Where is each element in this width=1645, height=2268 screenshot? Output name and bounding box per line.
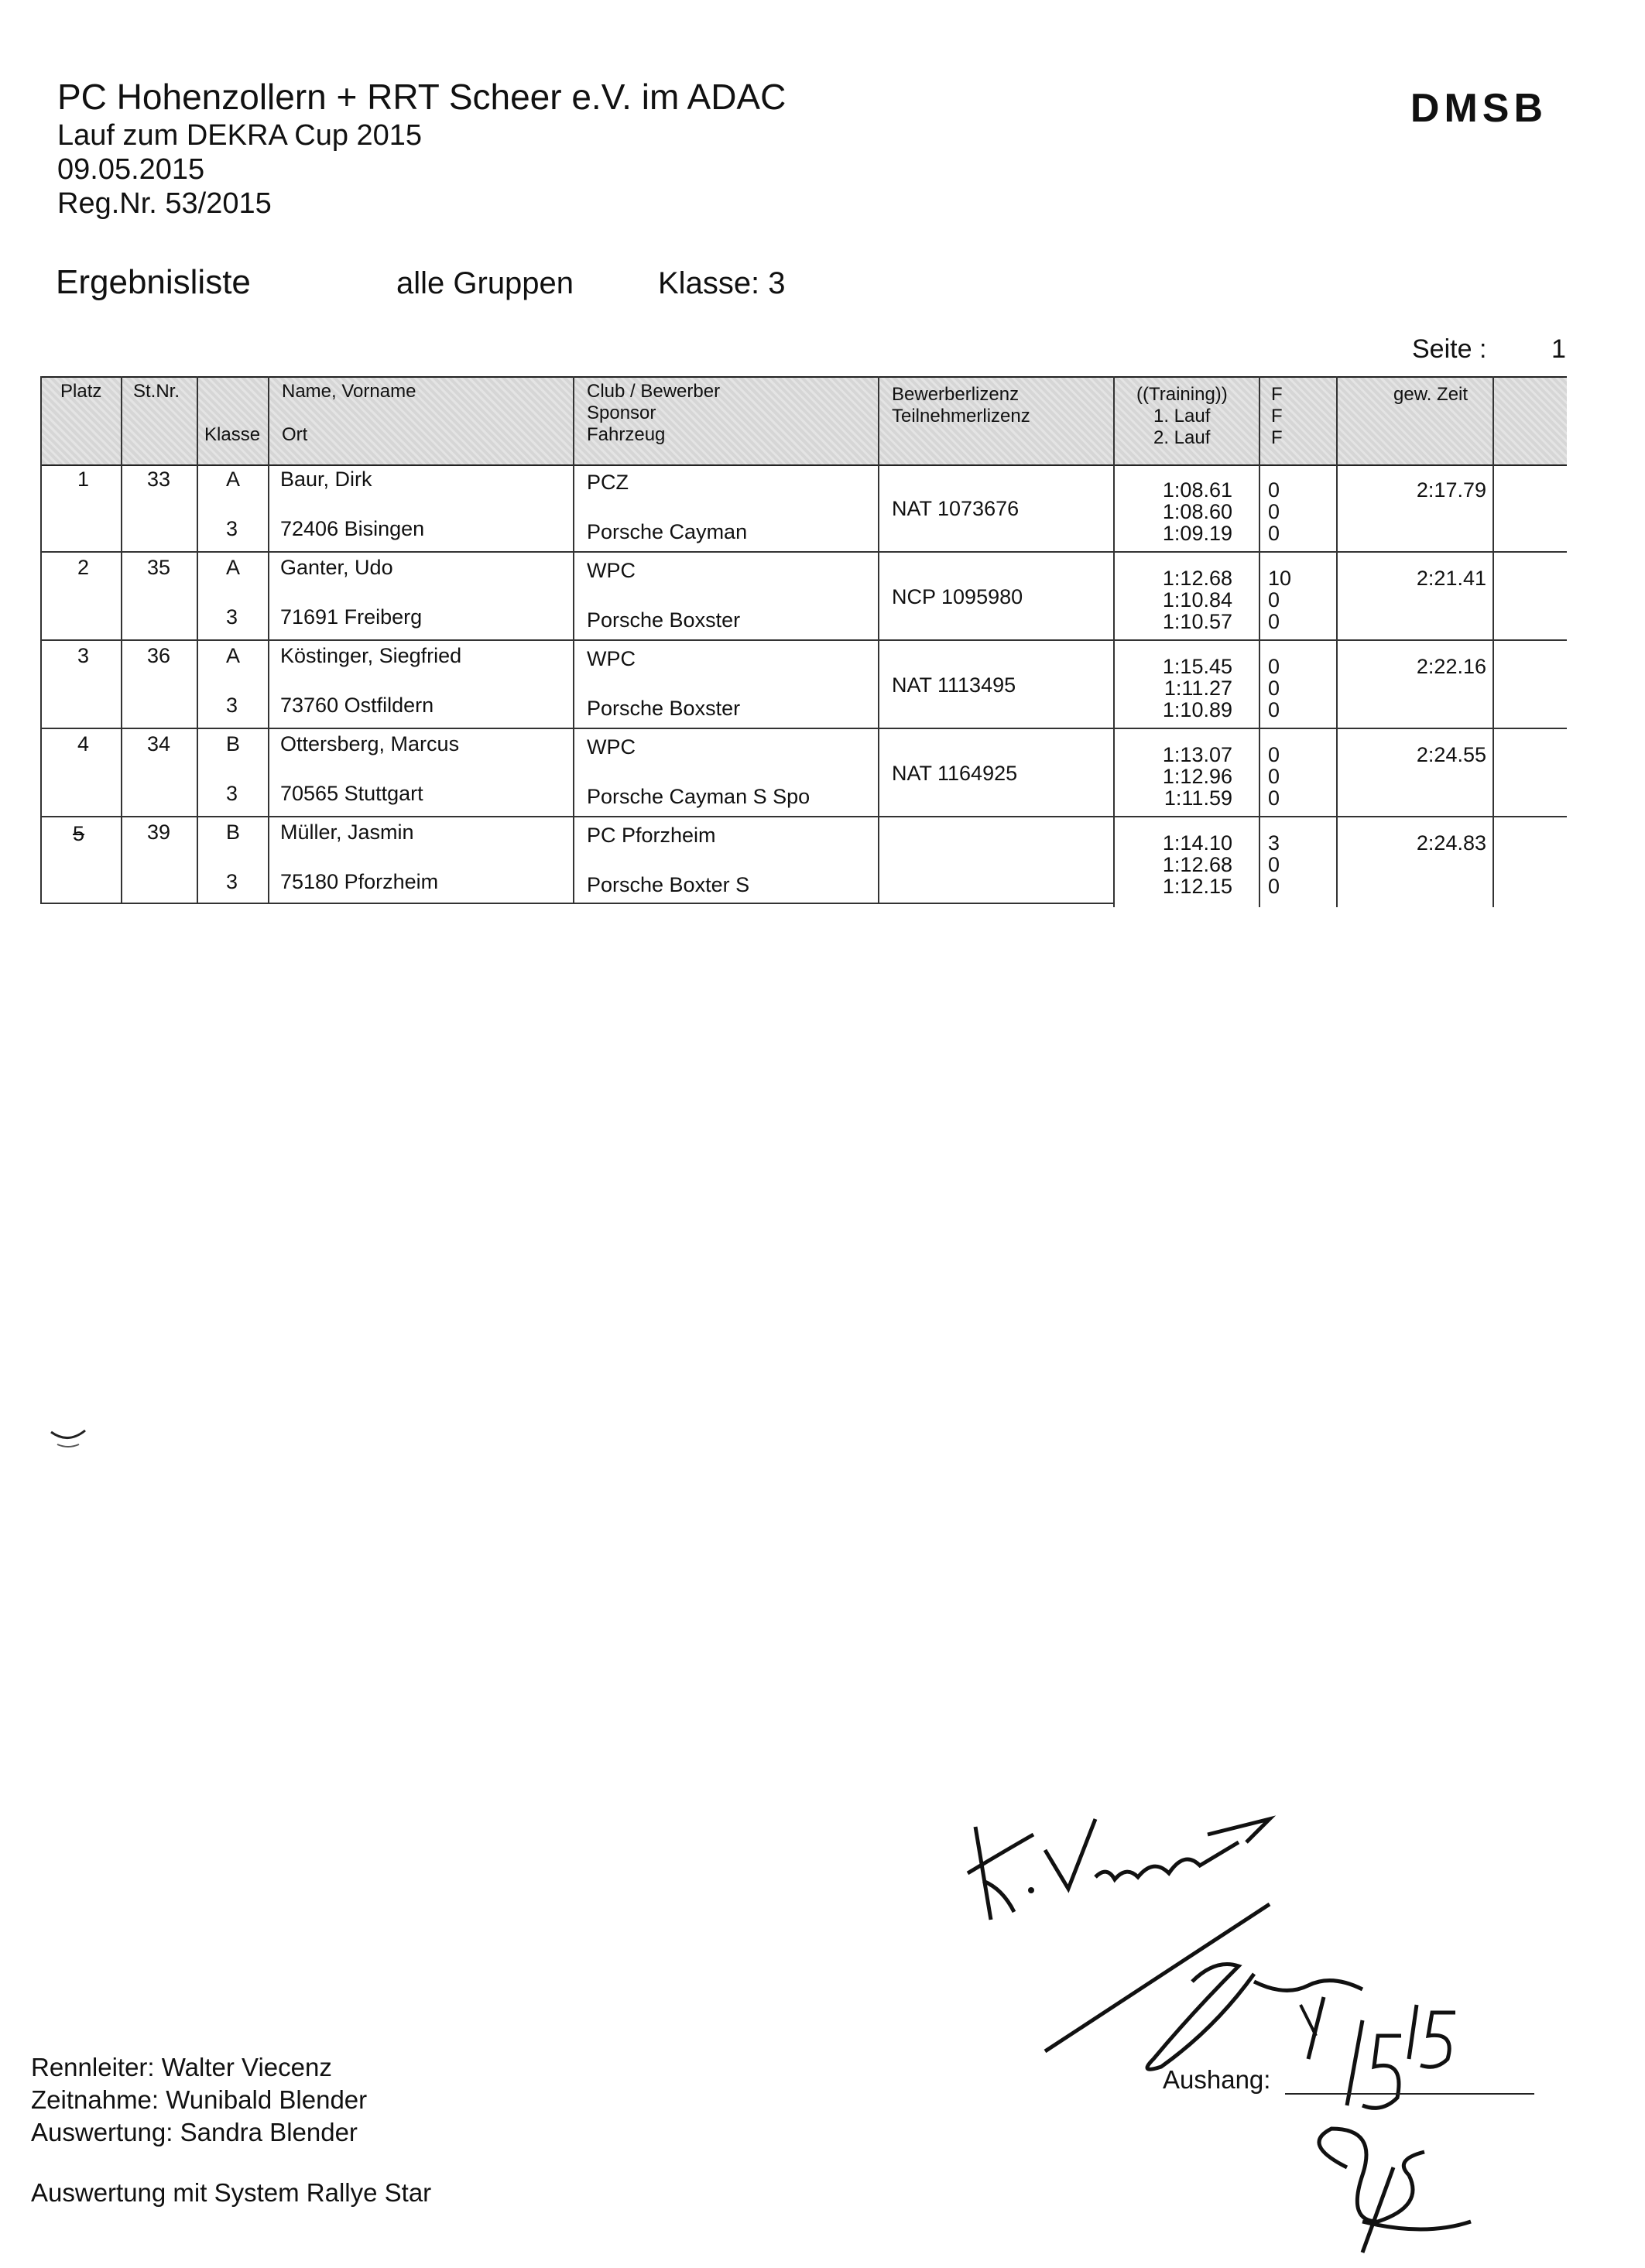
cell-stnr: 36	[147, 644, 171, 667]
col-teilnehmerlizenz: Teilnehmerlizenz	[892, 406, 1030, 427]
cell-lizenz: NAT 1164925	[892, 762, 1018, 785]
cell-f-lauf1: 0	[1268, 588, 1280, 612]
event-date: 09.05.2015	[57, 153, 205, 186]
col-fahrzeug: Fahrzeug	[587, 424, 666, 445]
cell-f-lauf1: 0	[1268, 765, 1280, 788]
cell-platz: 2	[77, 556, 90, 579]
col-klasse: Klasse	[204, 424, 261, 445]
cell-lizenz: NAT 1073676	[892, 497, 1020, 520]
cell-stnr: 35	[147, 556, 171, 579]
registration-number: Reg.Nr. 53/2015	[57, 187, 272, 220]
cell-lauf1: 1:10.84	[1162, 588, 1232, 612]
row-divider	[40, 639, 1567, 641]
cell-gruppe: B	[226, 821, 241, 844]
row-divider	[40, 728, 1567, 729]
page-label: Seite :	[1412, 334, 1487, 364]
cell-lauf2: 1:12.15	[1162, 875, 1232, 898]
groups-label: alle Gruppen	[396, 266, 574, 300]
cell-f-training: 10	[1268, 567, 1292, 590]
col-training: ((Training))	[1136, 384, 1228, 405]
row-divider	[40, 551, 1567, 553]
rennleiter: Rennleiter: Walter Viecenz	[31, 2053, 332, 2081]
cell-training: 1:15.45	[1162, 655, 1232, 678]
cell-lauf2: 1:10.57	[1162, 610, 1232, 633]
cell-platz: 4	[77, 732, 90, 755]
col-f1: F	[1271, 384, 1283, 405]
cell-training: 1:14.10	[1162, 831, 1232, 855]
col-lauf1: 1. Lauf	[1153, 406, 1211, 427]
cell-name: Ottersberg, Marcus	[280, 732, 460, 755]
cell-f-training: 0	[1268, 478, 1280, 502]
aushang-label: Aushang:	[1163, 2065, 1271, 2094]
cell-platz: 5	[73, 822, 85, 845]
cell-lauf1: 1:11.27	[1163, 677, 1232, 700]
cell-zeit: 2:21.41	[1416, 567, 1486, 590]
cell-club: WPC	[587, 647, 636, 670]
cell-stnr: 34	[147, 732, 171, 755]
cell-zeit: 2:17.79	[1416, 478, 1486, 502]
cell-f-lauf2: 0	[1268, 522, 1280, 545]
cell-club: WPC	[587, 735, 636, 759]
cell-zeit: 2:24.55	[1416, 743, 1486, 766]
cell-klasse: 3	[226, 517, 238, 540]
cell-fahrzeug: Porsche Boxter S	[587, 873, 750, 896]
cell-gruppe: A	[226, 644, 241, 667]
col-divider	[1336, 376, 1338, 907]
results-table	[40, 376, 1567, 909]
organizer-title: PC Hohenzollern + RRT Scheer e.V. im ADAC	[57, 77, 787, 117]
cell-club: WPC	[587, 559, 636, 582]
cell-ort: 70565 Stuttgart	[280, 782, 423, 805]
cell-platz: 1	[77, 468, 90, 491]
cell-name: Müller, Jasmin	[280, 821, 414, 844]
scan-mark-icon	[46, 1421, 93, 1452]
cell-lauf2: 1:09.19	[1162, 522, 1232, 545]
system-note: Auswertung mit System Rallye Star	[31, 2178, 432, 2207]
row-divider	[40, 816, 1567, 817]
cell-zeit: 2:22.16	[1416, 655, 1486, 678]
cell-ort: 73760 Ostfildern	[280, 694, 434, 717]
aushang-line	[1285, 2093, 1534, 2095]
cell-lauf1: 1:08.60	[1162, 500, 1232, 523]
cell-ort: 72406 Bisingen	[280, 517, 425, 540]
cell-f-lauf2: 0	[1268, 786, 1280, 810]
event-name: Lauf zum DEKRA Cup 2015	[57, 119, 423, 152]
col-f2: F	[1271, 406, 1283, 427]
zeitnahme: Zeitnahme: Wunibald Blender	[31, 2085, 368, 2114]
cell-club: PC Pforzheim	[587, 824, 716, 847]
class-label: Klasse: 3	[658, 266, 786, 300]
col-zeit: gew. Zeit	[1393, 384, 1469, 405]
cell-f-lauf2: 0	[1268, 698, 1280, 721]
cell-gruppe: B	[226, 732, 241, 755]
cell-stnr: 33	[147, 468, 171, 491]
cell-gruppe: A	[226, 556, 241, 579]
cell-f-lauf1: 0	[1268, 853, 1280, 876]
col-divider	[1259, 376, 1260, 907]
signature-drawing	[960, 1804, 1548, 2268]
cell-name: Köstinger, Siegfried	[280, 644, 462, 667]
cell-f-lauf2: 0	[1268, 610, 1280, 633]
cell-f-lauf1: 0	[1268, 677, 1280, 700]
cell-fahrzeug: Porsche Boxster	[587, 697, 741, 720]
cell-f-lauf1: 0	[1268, 500, 1280, 523]
col-stnr: St.Nr.	[133, 381, 180, 402]
cell-klasse: 3	[226, 694, 238, 717]
col-divider	[1492, 376, 1494, 907]
dmsb-logo: DMSB	[1410, 86, 1547, 131]
col-name: Name, Vorname	[282, 381, 416, 402]
col-platz: Platz	[60, 381, 102, 402]
cell-fahrzeug: Porsche Cayman S Spo	[587, 785, 811, 808]
cell-lizenz: NAT 1113495	[892, 673, 1016, 697]
cell-f-training: 0	[1268, 743, 1280, 766]
cell-f-lauf2: 0	[1268, 875, 1280, 898]
col-sponsor: Sponsor	[587, 403, 656, 423]
cell-klasse: 3	[226, 782, 238, 805]
cell-name: Ganter, Udo	[280, 556, 393, 579]
cell-stnr: 39	[147, 821, 171, 844]
cell-lauf2: 1:10.89	[1162, 698, 1232, 721]
cell-fahrzeug: Porsche Boxster	[587, 608, 741, 632]
col-ort: Ort	[282, 424, 308, 445]
page-number: 1	[1551, 334, 1566, 364]
cell-ort: 71691 Freiberg	[280, 605, 423, 629]
cell-fahrzeug: Porsche Cayman	[587, 520, 748, 543]
cell-platz: 3	[77, 644, 90, 667]
cell-ort: 75180 Pforzheim	[280, 870, 439, 893]
col-club: Club / Bewerber	[587, 381, 721, 402]
col-f3: F	[1271, 427, 1283, 448]
col-lauf2: 2. Lauf	[1153, 427, 1211, 448]
cell-training: 1:12.68	[1162, 567, 1232, 590]
col-bewerberlizenz: Bewerberlizenz	[892, 384, 1020, 405]
table-border-bottom	[40, 903, 1113, 904]
cell-lauf1: 1:12.96	[1162, 765, 1232, 788]
cell-training: 1:13.07	[1162, 743, 1232, 766]
col-divider	[1113, 376, 1115, 907]
cell-name: Baur, Dirk	[280, 468, 372, 491]
cell-klasse: 3	[226, 605, 238, 629]
cell-klasse: 3	[226, 870, 238, 893]
cell-f-training: 0	[1268, 655, 1280, 678]
cell-lauf1: 1:12.68	[1162, 853, 1232, 876]
auswertung: Auswertung: Sandra Blender	[31, 2118, 358, 2146]
list-title: Ergebnisliste	[56, 263, 251, 301]
cell-training: 1:08.61	[1162, 478, 1232, 502]
cell-club: PCZ	[587, 471, 629, 494]
cell-f-training: 3	[1268, 831, 1280, 855]
cell-lizenz: NCP 1095980	[892, 585, 1023, 608]
cell-zeit: 2:24.83	[1416, 831, 1486, 855]
cell-gruppe: A	[226, 468, 241, 491]
cell-lauf2: 1:11.59	[1163, 786, 1232, 810]
